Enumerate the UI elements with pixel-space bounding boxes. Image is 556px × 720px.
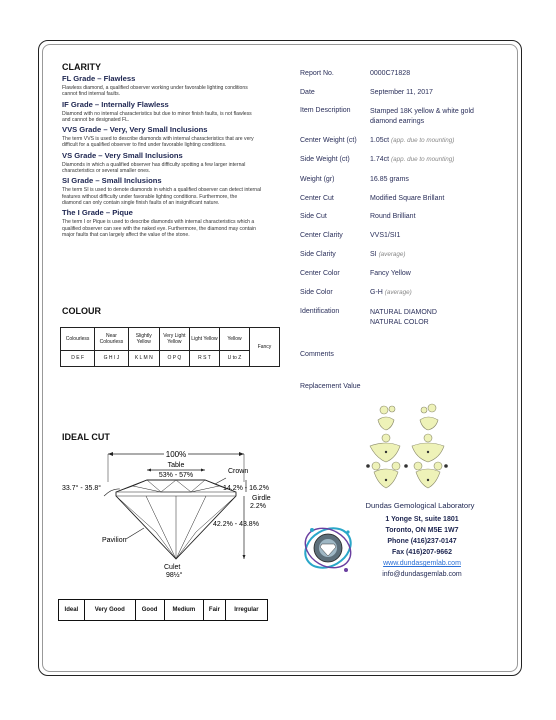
label-total: 100% bbox=[165, 450, 187, 459]
report-no-value: 0000C71828 bbox=[370, 70, 411, 77]
grade-desc-line: features without difficulty under favorable lighting conditions. Furthermore, the bbox=[62, 193, 238, 200]
center-color-label: Center Color bbox=[300, 270, 340, 277]
grade-desc-line: qualified observer can see with the naked eye. Furthermore, the diamond may contain bbox=[62, 225, 256, 232]
center-clarity-label: Center Clarity bbox=[300, 232, 343, 239]
colour-code: R S T bbox=[189, 350, 219, 366]
clarity-heading: CLARITY bbox=[62, 62, 101, 72]
identification-label: Identification bbox=[300, 308, 340, 315]
grade-desc-line: difficult for a qualified observer to find under favorable lighting conditions. bbox=[62, 142, 227, 149]
grade-fl bbox=[62, 74, 290, 98]
side-cut-label: Side Cut bbox=[300, 213, 327, 220]
note-text: (average) bbox=[378, 251, 406, 258]
weight-gr-label: Weight (gr) bbox=[300, 176, 335, 183]
colour-name-fancy: Fancy bbox=[250, 328, 280, 367]
earrings-photo bbox=[356, 400, 474, 500]
colour-name: Near Colourless bbox=[95, 328, 128, 351]
colour-code: K L M N bbox=[128, 350, 159, 366]
cut-grade-medium: Medium bbox=[164, 600, 204, 621]
label-culet-val: 98½° bbox=[166, 572, 183, 579]
label-culet: Culet bbox=[164, 564, 181, 571]
label-girdle-pct: 2.2% bbox=[250, 503, 266, 510]
colour-name: Very Light Yellow bbox=[159, 328, 189, 351]
side-clarity-value bbox=[370, 251, 406, 258]
cut-grade-scale bbox=[58, 599, 268, 621]
identification-value: NATURAL DIAMOND NATURAL COLOR bbox=[370, 309, 437, 326]
side-clarity-label: Side Clarity bbox=[300, 251, 336, 258]
label-pavilion: Pavilion bbox=[102, 537, 127, 544]
side-weight-value bbox=[370, 156, 454, 163]
replacement-value-label: Replacement Value bbox=[300, 383, 361, 390]
lab-phone: Phone (416)237-0147 bbox=[387, 538, 457, 545]
label-pavilion-depth: 42.2% - 43.8% bbox=[213, 521, 259, 528]
lab-website-link[interactable]: www.dundasgemlab.com bbox=[383, 560, 461, 567]
cut-grade-good: Good bbox=[135, 600, 164, 621]
grade-desc-line: Diamond with no internal characteristics but due to minor finish faults, is not flawless bbox=[62, 110, 252, 117]
value-text: 1.74ct bbox=[370, 156, 390, 163]
note-text: (average) bbox=[384, 289, 412, 296]
lab-email[interactable]: info@dundasgemlab.com bbox=[382, 571, 462, 578]
grade-desc-line: diamond can only contain single finish faults of an insignificant nature. bbox=[62, 199, 220, 206]
label-table-range: 53% - 57% bbox=[158, 472, 194, 479]
grade-title: SI Grade – Small Inclusions bbox=[62, 176, 162, 186]
colour-name: Light Yellow bbox=[189, 328, 219, 351]
colour-code: O P Q bbox=[159, 350, 189, 366]
grade-desc-line: The term VVS is used to describe diamonds with internal characteristics that are very bbox=[62, 136, 254, 143]
note-text: (app. due to mounting) bbox=[391, 156, 455, 163]
diamond-proportions-diagram bbox=[60, 442, 290, 582]
colour-scale-table bbox=[60, 327, 280, 367]
grade-desc-line: The term I or Pique is used to describe diamonds with internal characteristics which a bbox=[62, 219, 255, 226]
report-no-label: Report No. bbox=[300, 70, 334, 77]
colour-code: U to Z bbox=[219, 350, 249, 366]
grade-title: IF Grade – Internally Flawless bbox=[62, 99, 169, 109]
value-text: SI bbox=[370, 251, 377, 258]
item-description-value: Stamped 18K yellow & white gold diamond earrings bbox=[370, 108, 474, 125]
side-weight-label: Side Weight (ct) bbox=[300, 156, 350, 163]
grade-title: FL Grade – Flawless bbox=[62, 74, 136, 83]
side-color-label: Side Color bbox=[300, 289, 333, 296]
date-label: Date bbox=[300, 89, 315, 96]
grade-desc-line: Diamonds in which a qualified observer has difficulty spotting a few larger internal bbox=[62, 161, 246, 168]
date-value: September 11, 2017 bbox=[370, 89, 433, 96]
label-crown-angle: 33.7° - 35.8° bbox=[62, 485, 102, 492]
center-cut-value: Modified Square Brillant bbox=[370, 195, 445, 202]
label-table: Table bbox=[167, 462, 185, 469]
colour-heading: COLOUR bbox=[62, 306, 101, 316]
label-crown: Crown bbox=[228, 468, 249, 475]
value-text: G-H bbox=[370, 289, 383, 296]
cut-grade-irregular: Irregular bbox=[225, 600, 267, 621]
grade-vs bbox=[62, 151, 290, 175]
grade-si bbox=[62, 176, 290, 206]
colour-code: G H I J bbox=[95, 350, 128, 366]
note-text: (app. due to mounting) bbox=[391, 137, 455, 144]
lab-address-2: Toronto, ON M5E 1W7 bbox=[385, 527, 459, 534]
cut-grade-very-good: Very Good bbox=[84, 600, 135, 621]
center-weight-value bbox=[370, 137, 454, 144]
grade-pique bbox=[62, 208, 290, 238]
grade-desc-line: Flawless diamond, a qualified observer working under favorable lighting conditions bbox=[62, 85, 248, 91]
cut-grade-fair: Fair bbox=[204, 600, 226, 621]
label-girdle: Girdle bbox=[252, 495, 271, 502]
colour-name: Slightly Yellow bbox=[128, 328, 159, 351]
center-color-value: Fancy Yellow bbox=[370, 270, 411, 277]
grade-vvs bbox=[62, 125, 290, 149]
side-color-value bbox=[370, 289, 412, 296]
grade-desc-line: cannot find internal faults. bbox=[62, 91, 121, 98]
lab-fax: Fax (416)207-9662 bbox=[392, 549, 452, 556]
grade-desc-line: major faults that can largely affect the value of the stone. bbox=[62, 231, 190, 238]
lab-info bbox=[330, 501, 510, 510]
center-cut-label: Center Cut bbox=[300, 195, 334, 202]
weight-gr-value: 16.85 grams bbox=[370, 176, 409, 183]
side-cut-value: Round Brilliant bbox=[370, 213, 416, 220]
colour-name: Yellow bbox=[219, 328, 249, 351]
grade-title: The I Grade – Pique bbox=[62, 208, 133, 218]
grade-if bbox=[62, 100, 290, 124]
lab-name: Dundas Gemological Laboratory bbox=[365, 501, 475, 510]
comments-label: Comments bbox=[300, 351, 334, 358]
item-description-label: Item Description bbox=[300, 107, 351, 114]
grade-desc-line: The term SI is used to denote diamonds in which a qualified observer can detect internal bbox=[62, 187, 262, 194]
lab-seal-logo bbox=[300, 512, 356, 584]
clarity-grades bbox=[62, 74, 290, 238]
grade-desc-line: and cannot be designated FL. bbox=[62, 116, 130, 123]
grade-title: VS Grade – Very Small Inclusions bbox=[62, 150, 183, 160]
colour-name: Colourless bbox=[61, 328, 95, 351]
cut-grade-ideal: Ideal bbox=[59, 600, 85, 621]
grade-title: VVS Grade – Very, Very Small Inclusions bbox=[62, 125, 208, 135]
grade-desc-line: characteristics or several smaller ones. bbox=[62, 168, 151, 175]
value-text: 1.05ct bbox=[370, 137, 390, 144]
center-weight-label: Center Weight (ct) bbox=[300, 137, 357, 144]
label-crown-height: 14.2% - 16.2% bbox=[223, 485, 269, 492]
ideal-cut-heading: IDEAL CUT bbox=[62, 432, 110, 442]
colour-code: D E F bbox=[61, 350, 95, 366]
lab-contact bbox=[352, 514, 492, 580]
center-clarity-value: VVS1/SI1 bbox=[370, 232, 401, 239]
lab-address-1: 1 Yonge St, suite 1801 bbox=[385, 516, 459, 523]
